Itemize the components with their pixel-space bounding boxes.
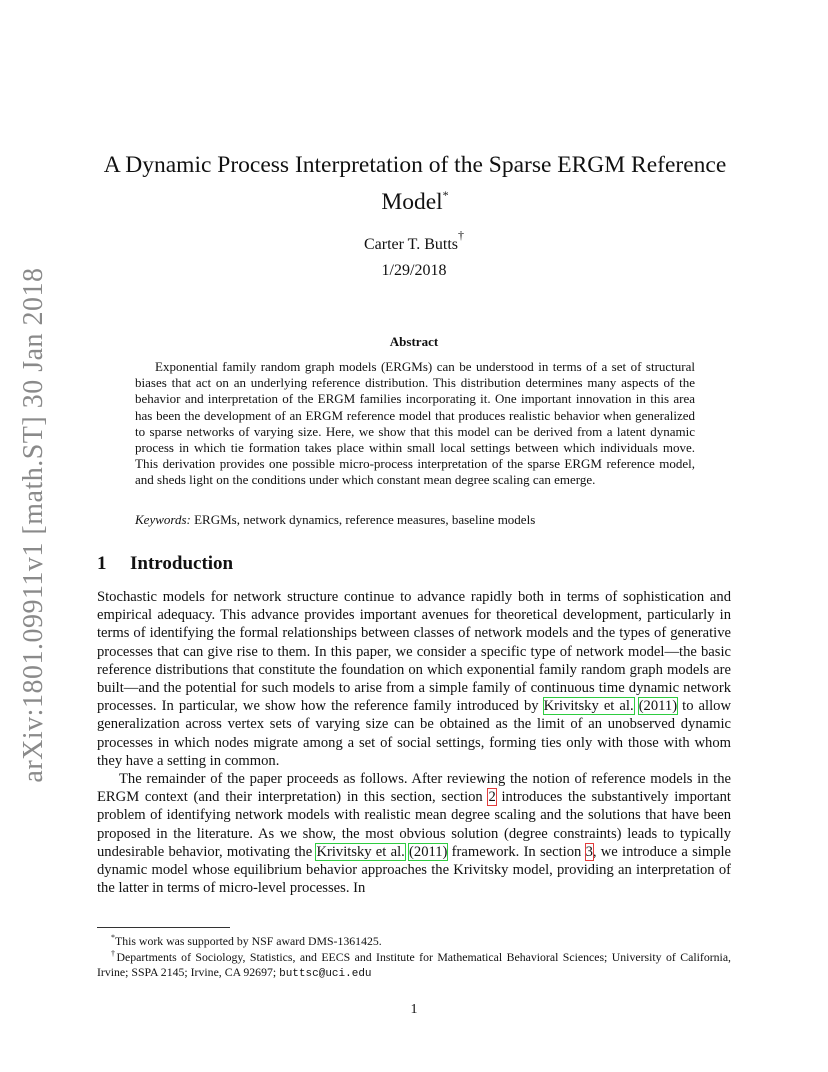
- keywords-list: ERGMs, network dynamics, reference measures, baseline models: [194, 512, 536, 527]
- footnote-2: [97, 946, 731, 982]
- arxiv-identifier: arXiv:1801.09911v1 [math.ST] 30 Jan 2018: [18, 267, 49, 783]
- keywords-line: [135, 512, 695, 528]
- footnote-rule: [97, 927, 230, 928]
- section-title: Introduction: [130, 553, 234, 574]
- paper-date: 1/29/2018: [381, 262, 447, 279]
- paper-title: [95, 150, 735, 217]
- abstract-heading: Abstract: [389, 334, 439, 349]
- page-number: 1: [410, 1002, 418, 1017]
- citation-year-link[interactable]: (2011): [409, 843, 448, 860]
- abstract-text: Exponential family random graph models (ERGMs) can be understood in terms of a set of structural biases that act on an underlying reference distribution. This distribution determines many aspects of the behavior and interpretation of the ERGM families incorporating it. One important innovation in this area has been the development of an ERGM reference model that produces realistic behavior when generalized to sparse networks of varying size. Here, we show that this model can be derived from a latent dynamic process in which tie formation takes place within small local settings between which individuals move. This derivation provides one possible micro-process interpretation of the sparse ERGM reference model, and sheds light on the conditions under which constant mean degree scaling can emerge.: [135, 359, 695, 488]
- email-link[interactable]: buttsc@uci.edu: [279, 968, 372, 980]
- section-number: 1: [97, 553, 107, 574]
- footnote-text: Departments of Sociology, Statistics, and EECS and Institute for Mathematical Behavioral Sciences; University of California, Irvine; SSPA 2145; Irvine, CA 92697;: [97, 950, 732, 979]
- paragraph-text: , we introduce a simple dynamic model whose equilibrium behavior approaches the Krivitsky model, providing an interpretation of the latter in terms of micro-level processes. In: [97, 843, 731, 897]
- body-text: [97, 588, 731, 897]
- keywords-label: Keywords:: [135, 512, 191, 527]
- author-line: [0, 228, 828, 254]
- section-ref-link[interactable]: 2: [488, 789, 496, 806]
- section-ref-link[interactable]: 3: [585, 843, 593, 860]
- paragraph-text: framework. In section: [451, 843, 582, 860]
- paper-title-text: A Dynamic Process Interpretation of the Sparse ERGM Reference Model: [103, 152, 727, 215]
- footnote-mark: †: [111, 949, 117, 958]
- author-name: Carter T. Butts: [363, 236, 459, 253]
- citation-year-link[interactable]: (2011): [638, 698, 678, 715]
- section-heading: [97, 553, 233, 575]
- paragraph-text: Stochastic models for network structure continue to advance rapidly both in terms of sophistication and empirical adequacy. This advance provides important avenues for theoretical development, particularly in terms of identifying the formal relationships between classes of network models and the types of generative processes that can give rise to them. In this paper, we consider a specific type of network model—the basic reference distributions that constitute the foundation on which exponential family random graph models are built—and the potential for such models to arise from a simple family of continuous time dynamic network processes. In particular, we show how the reference family introduced by: [97, 589, 731, 715]
- footnote-text: This work was supported by NSF award DMS-1361425.: [115, 934, 382, 948]
- title-footnote-mark: *: [442, 188, 449, 202]
- citation-link[interactable]: Krivitsky et al.: [543, 698, 634, 715]
- paragraph-text: introduces the substantively important problem of identifying network models with realistic mean degree scaling and the solutions that have been proposed in the literature. As we show, the most obvious solution (degree constraints) leads to typically undesirable behavior, motivating the: [97, 789, 731, 860]
- author-footnote-mark: †: [458, 228, 465, 242]
- paragraph-1: [97, 588, 731, 770]
- arxiv-sidebar-stamp: [12, 267, 56, 783]
- paragraph-text: to allow generalization across vertex sets of varying size can be obtained as the limit of an unobserved dynamic processes in which nodes migrate among a set of social settings, forming ties only with those with whom they have a setting in common.: [97, 698, 731, 769]
- citation-link[interactable]: Krivitsky et al.: [316, 843, 405, 860]
- paragraph-2: [97, 770, 731, 897]
- footnote-mark: *: [111, 933, 115, 942]
- paragraph-text: The remainder of the paper proceeds as follows. After reviewing the notion of reference models in the ERGM context (and their interpretation) in this section, section: [97, 771, 731, 806]
